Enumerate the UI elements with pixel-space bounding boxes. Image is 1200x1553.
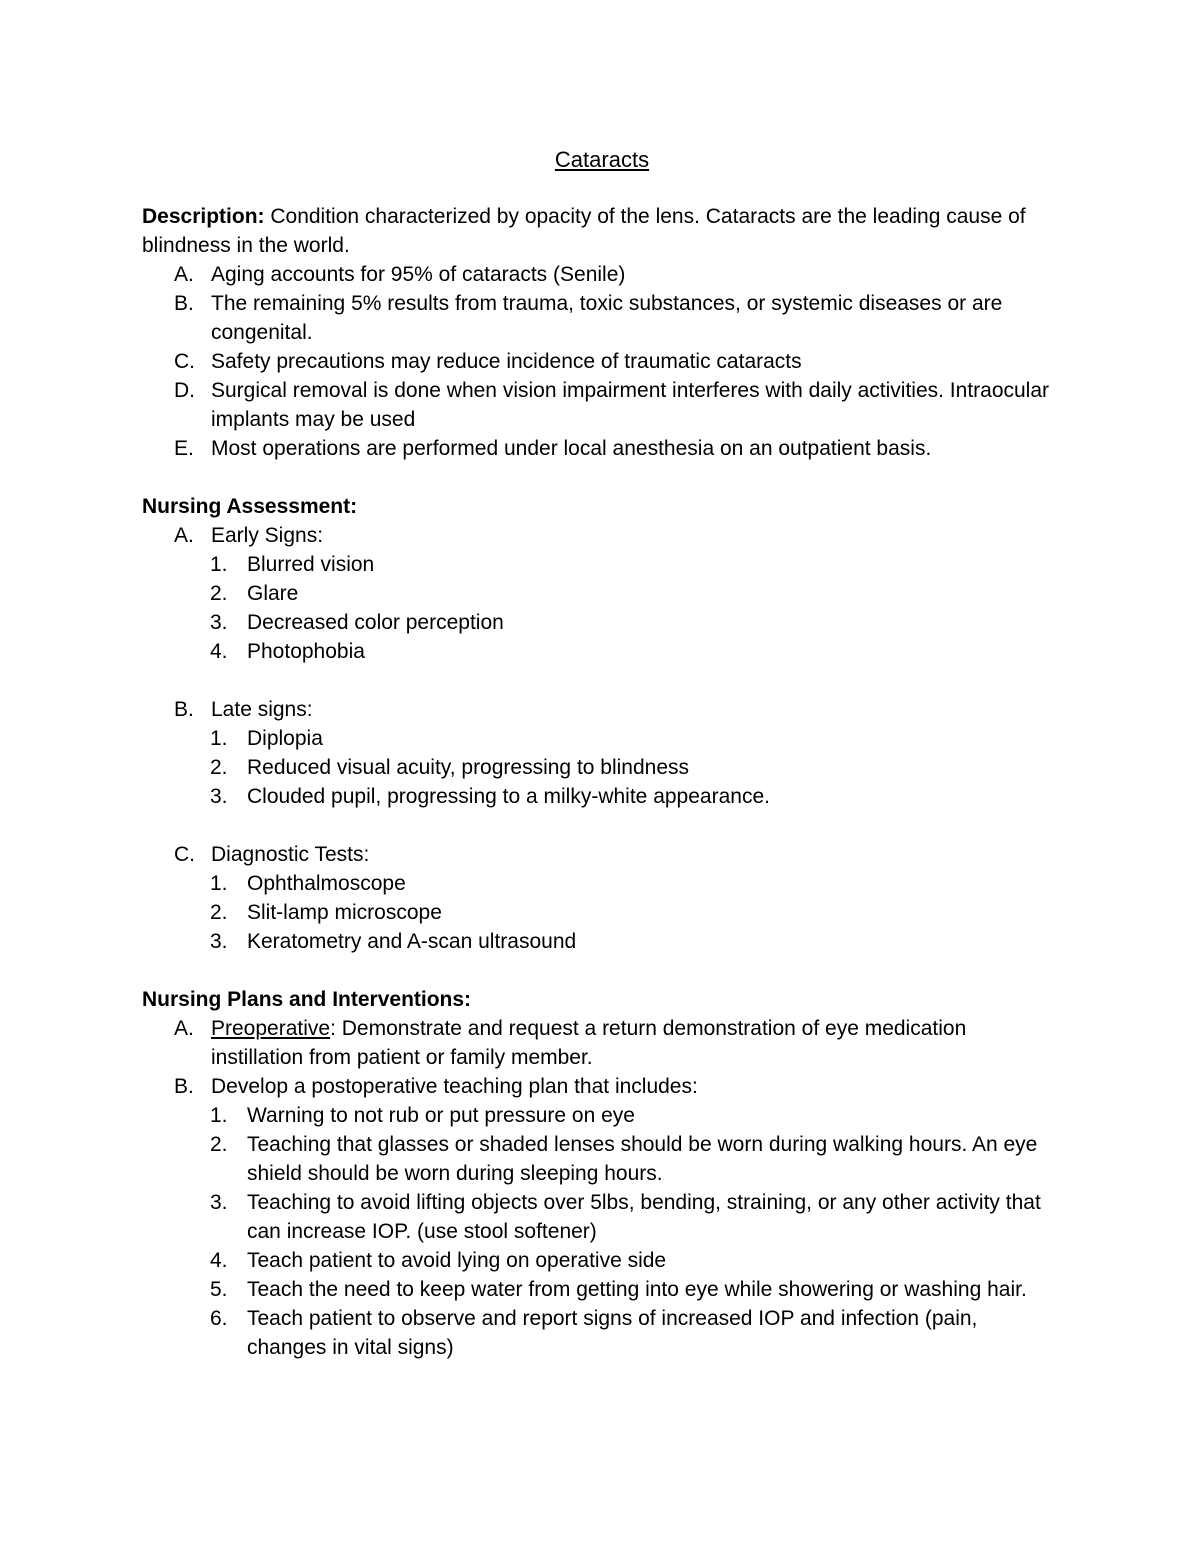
list-marker: 1. (210, 553, 228, 576)
list-item-text: Teaching that glasses or shaded lenses should be worn during walking hours. An eye shield should be worn during sleeping hours. (247, 1133, 1038, 1185)
list-item-text: The remaining 5% results from trauma, toxic substances, or systemic diseases or are congenital. (211, 292, 1003, 344)
list-marker: A. (174, 1017, 194, 1040)
list-item-text: Diplopia (247, 727, 323, 750)
list-item (142, 1304, 1062, 1362)
list-marker: 4. (210, 1249, 228, 1272)
list-item (142, 434, 1062, 463)
list-item-text: Diagnostic Tests: (211, 843, 370, 866)
list-item-text: Warning to not rub or put pressure on eye (247, 1104, 635, 1127)
list-item (142, 376, 1062, 434)
list-item (142, 1101, 1062, 1130)
list-item-text: Decreased color perception (247, 611, 504, 634)
list-marker: A. (174, 524, 194, 547)
list-item-text: Ophthalmoscope (247, 872, 406, 895)
list-marker: E. (174, 437, 194, 460)
list-item (142, 579, 1062, 608)
assessment-heading: Nursing Assessment: (142, 495, 358, 518)
preoperative-label: Preoperative (211, 1017, 331, 1040)
list-item-text: Teaching to avoid lifting objects over 5lbs, bending, straining, or any other activity that can increase IOP. (use stool softener) (247, 1191, 1041, 1243)
list-marker: 6. (210, 1307, 228, 1330)
spacer (142, 666, 1062, 695)
list-item-text: Develop a postoperative teaching plan that includes: (211, 1075, 698, 1098)
list-marker: 2. (210, 1133, 228, 1156)
list-item (142, 637, 1062, 666)
document-body (142, 144, 1062, 1362)
list-marker: 1. (210, 727, 228, 750)
list-marker: D. (174, 379, 195, 402)
list-item-text: Most operations are performed under local anesthesia on an outpatient basis. (211, 437, 932, 460)
list-marker: B. (174, 292, 194, 315)
description-paragraph (142, 202, 1062, 260)
list-item-text: Clouded pupil, progressing to a milky-white appearance. (247, 785, 770, 808)
list-marker: C. (174, 350, 195, 373)
plans-heading: Nursing Plans and Interventions: (142, 988, 472, 1011)
description-text: Condition characterized by opacity of the lens. Cataracts are the leading cause of blindness in the world. (142, 205, 1026, 257)
preoperative-text: : Demonstrate and request a return demonstration of eye medication instillation from patient or family member. (211, 1017, 967, 1069)
list-item-text: Teach patient to avoid lying on operative side (247, 1249, 667, 1272)
list-item-text: Blurred vision (247, 553, 375, 576)
list-marker: 1. (210, 1104, 228, 1127)
list-item-text: Slit-lamp microscope (247, 901, 442, 924)
list-item-text: Surgical removal is done when vision impairment interferes with daily activities. Intraocular implants may be used (211, 379, 1050, 431)
list-item (142, 1188, 1062, 1246)
list-marker: 1. (210, 872, 228, 895)
list-item (142, 753, 1062, 782)
list-item (142, 724, 1062, 753)
list-item (142, 1130, 1062, 1188)
list-marker: 2. (210, 582, 228, 605)
list-item-text: Early Signs: (211, 524, 324, 547)
list-item-text: Glare (247, 582, 299, 605)
list-item (142, 521, 1062, 550)
list-item (142, 840, 1062, 869)
list-item (142, 695, 1062, 724)
page-title: Cataracts (554, 147, 650, 172)
list-item-text: Keratometry and A-scan ultrasound (247, 930, 577, 953)
list-item (142, 260, 1062, 289)
spacer (142, 811, 1062, 840)
description-label: Description: (142, 205, 265, 228)
list-marker: 3. (210, 611, 228, 634)
list-marker: B. (174, 698, 194, 721)
list-item (142, 550, 1062, 579)
list-marker: 2. (210, 756, 228, 779)
list-item-text: Photophobia (247, 640, 365, 663)
list-item (142, 869, 1062, 898)
list-item (142, 289, 1062, 347)
list-item (142, 927, 1062, 956)
list-item (142, 898, 1062, 927)
list-item-text: Teach patient to observe and report signs of increased IOP and infection (pain, changes in vital signs) (247, 1307, 978, 1359)
list-marker: B. (174, 1075, 194, 1098)
list-item (142, 608, 1062, 637)
list-marker: 4. (210, 640, 228, 663)
list-marker: 3. (210, 1191, 228, 1214)
list-marker: 3. (210, 785, 228, 808)
list-item (142, 1014, 1062, 1072)
list-item-text: Safety precautions may reduce incidence of traumatic cataracts (211, 350, 802, 373)
list-item-text: Late signs: (211, 698, 313, 721)
list-item-text: Aging accounts for 95% of cataracts (Senile) (211, 263, 626, 286)
spacer (142, 956, 1062, 985)
list-item (142, 782, 1062, 811)
list-item-text: Teach the need to keep water from getting into eye while showering or washing hair. (247, 1278, 1027, 1301)
list-marker: A. (174, 263, 194, 286)
list-item (142, 1246, 1062, 1275)
list-item-text (211, 1014, 1062, 1072)
list-item (142, 1072, 1062, 1101)
list-marker: 3. (210, 930, 228, 953)
list-item (142, 1275, 1062, 1304)
list-item (142, 347, 1062, 376)
list-item-text: Reduced visual acuity, progressing to blindness (247, 756, 690, 779)
list-marker: C. (174, 843, 195, 866)
spacer (142, 463, 1062, 492)
list-marker: 2. (210, 901, 228, 924)
list-marker: 5. (210, 1278, 228, 1301)
